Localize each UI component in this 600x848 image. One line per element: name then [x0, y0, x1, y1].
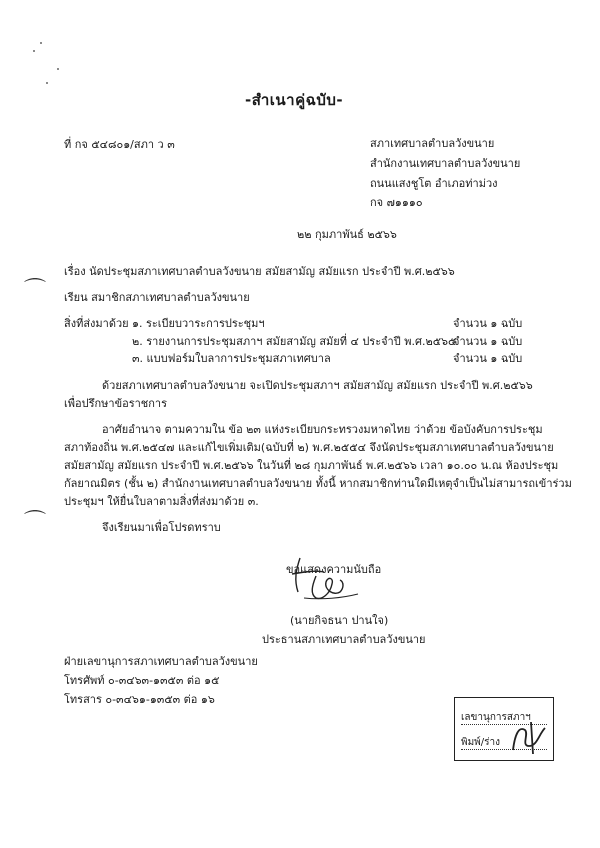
regards-text: ขอแสดงความนับถือ	[286, 563, 382, 576]
document-number: ที่ กจ ๕๔๘๐๑/สภา ว ๓	[64, 138, 175, 151]
footer-line: ฝ่ายเลขานุการสภาเทศบาลตำบลวังขนาย	[64, 655, 258, 668]
approval-stamp	[454, 697, 554, 761]
paragraph-line: อาศัยอำนาจ ตามความใน ข้อ ๒๓ แห่งระเบียบกระทรวงมหาดไทย ว่าด้วย ข้อบังคับการประชุม	[102, 423, 543, 436]
signature-image	[282, 554, 392, 604]
enclosure-item: ๓. แบบฟอร์มใบลาการประชุมสภาเทศบาล	[132, 352, 331, 365]
salutation: เรียน สมาชิกสภาเทศบาลตำบลวังขนาย	[64, 291, 250, 304]
initials-mark	[507, 720, 551, 756]
enclosure-item: ๑. ระเบียบวาระการประชุมฯ	[132, 317, 265, 330]
paragraph-line: ด้วยสภาเทศบาลตำบลวังขนาย จะเปิดประชุมสภาฯ สมัยสามัญ สมัยแรก ประจำปี พ.ศ.๒๕๖๖	[102, 379, 533, 392]
sender-line: ถนนแสงชูโต อำเภอท่าม่วง	[370, 177, 498, 190]
document-title: -สำเนาคู่ฉบับ-	[245, 91, 344, 109]
document-date: ๒๒ กุมภาพันธ์ ๒๕๖๖	[297, 228, 397, 241]
paragraph-line: สภาท้องถิ่น พ.ศ.๒๕๔๗ และแก้ไขเพิ่มเติม(ฉบับที่ ๒) พ.ศ.๒๕๕๔ จึงนัดประชุมสภาเทศบาลตำบลวังขนาย	[64, 441, 554, 454]
enclosure-count: จำนวน ๑ ฉบับ	[453, 317, 523, 330]
footer-line: โทรสาร ๐-๓๔๖๑-๑๓๕๓ ต่อ ๑๖	[64, 693, 215, 706]
sender-line: กจ ๗๑๑๑๐	[370, 196, 423, 209]
enclosures-label: สิ่งที่ส่งมาด้วย	[64, 317, 129, 330]
stamp-line-1: เลขานุการสภาฯ	[461, 712, 531, 723]
stamp-line-2: พิมพ์/ร่าง	[461, 737, 501, 748]
margin-mark: ⌒	[24, 510, 47, 535]
signer-name: (นายกิจธนา ปานใจ)	[290, 614, 389, 627]
sender-line: สภาเทศบาลตำบลวังขนาย	[370, 137, 495, 150]
paragraph-line: เพื่อปรึกษาข้อราชการ	[64, 397, 168, 410]
enclosure-item: ๒. รายงานการประชุมสภาฯ สมัยสามัญ สมัยที่ ๔ ประจำปี พ.ศ.๒๕๖๕	[132, 335, 457, 348]
closing-text: จึงเรียนมาเพื่อโปรดทราบ	[102, 521, 221, 534]
scan-speck	[46, 82, 48, 84]
enclosure-count: จำนวน ๑ ฉบับ	[453, 335, 523, 348]
paragraph-line: กัลยาณมิตร (ชั้น ๒) สำนักงานเทศบาลตำบลวังขนาย ทั้งนี้ หากสมาชิกท่านใดมีเหตุจำเป็นไม่สามารถเข้าร่วม	[64, 477, 572, 490]
margin-mark: ⌒	[24, 278, 47, 303]
paragraph-line: สมัยสามัญ สมัยแรก ประจำปี พ.ศ.๒๕๖๖ ในวันที่ ๒๘ กุมภาพันธ์ พ.ศ.๒๕๖๖ เวลา ๑๐.๐๐ น.ณ ห้องประชุม	[64, 459, 559, 472]
signer-position: ประธานสภาเทศบาลตำบลวังขนาย	[262, 633, 426, 646]
paragraph-line: ประชุมฯ ให้ยื่นใบลาตามสิ่งที่ส่งมาด้วย ๓.	[64, 495, 259, 508]
scan-speck	[33, 50, 35, 52]
footer-line: โทรศัพท์ ๐-๓๔๖๓-๑๓๕๓ ต่อ ๑๕	[64, 674, 220, 687]
scan-speck	[57, 68, 59, 70]
sender-line: สำนักงานเทศบาลตำบลวังขนาย	[370, 157, 521, 170]
scan-speck	[40, 42, 42, 44]
subject-line: เรื่อง นัดประชุมสภาเทศบาลตำบลวังขนาย สมัยสามัญ สมัยแรก ประจำปี พ.ศ.๒๕๖๖	[64, 265, 455, 278]
enclosure-count: จำนวน ๑ ฉบับ	[453, 352, 523, 365]
